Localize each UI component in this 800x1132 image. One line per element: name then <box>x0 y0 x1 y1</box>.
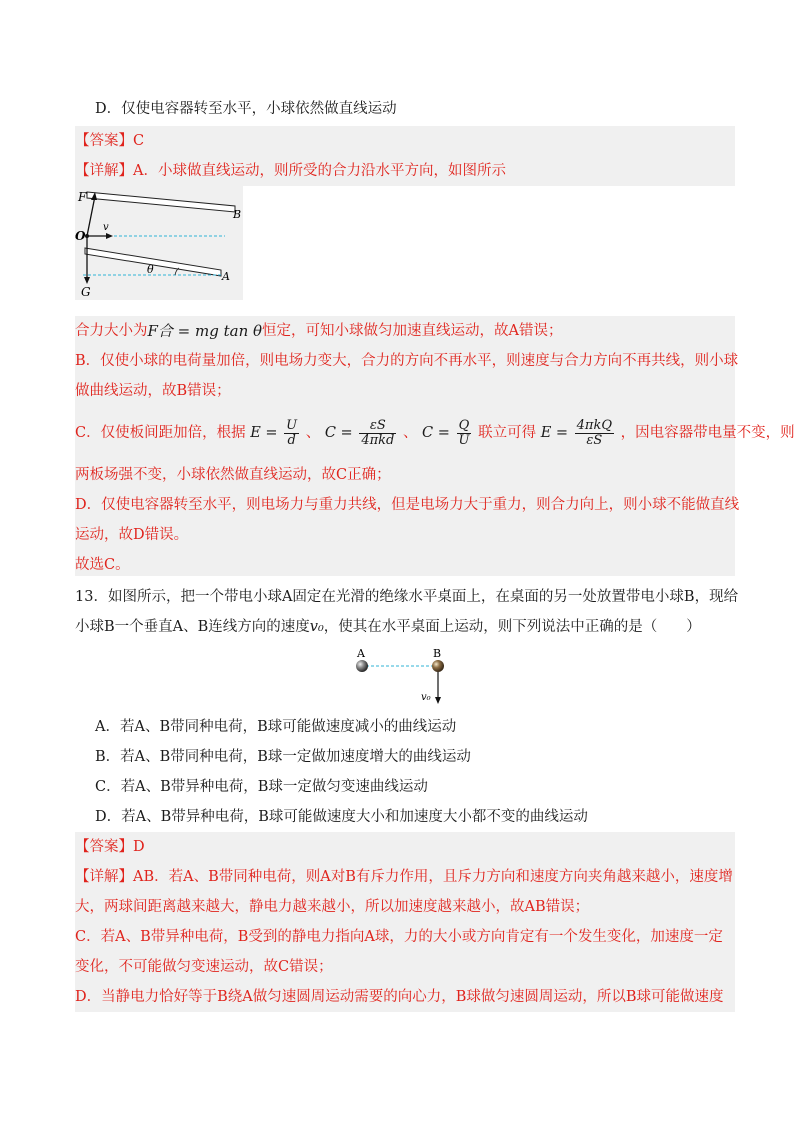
formula-e-result: E = <box>540 425 569 441</box>
frac-q-u: $\frac{Q}{U}$ <box>458 417 470 448</box>
q12-detail-d1: D．仅使电容器转至水平，则电场力与重力共线，但是电场力大于重力，则合力向上，则小球不能做直线 <box>75 497 740 513</box>
label-theta: θ <box>147 263 154 276</box>
q12-answer: 【答案】C <box>75 133 145 149</box>
q12-detail-a: 【详解】A．小球做直线运动，则所受的合力沿水平方向，如图所示 <box>75 163 506 179</box>
label-a: A <box>222 270 230 283</box>
label-v0: v₀ <box>421 692 431 703</box>
q13-answer: 【答案】D <box>75 839 145 855</box>
label-g: G <box>81 285 91 299</box>
formula-c-qu: C = <box>422 425 450 441</box>
q13-detail-c2: 变化，不可能做匀变速运动，故C错误； <box>75 959 333 975</box>
frac-es-4pikd: $\frac{\varepsilon S}{\text{4πkd}}$ <box>361 417 395 448</box>
formula-e-ud: E = <box>250 425 278 441</box>
q13-option-c: C．若A、B带异种电荷，B球一定做匀变速曲线运动 <box>95 779 428 795</box>
frac-u-d: $\frac{U}{d}$ <box>286 417 298 448</box>
capacitor-diagram <box>75 186 243 300</box>
label-v: v <box>103 222 109 233</box>
q12-detail-d2: 运动，故D错误。 <box>75 527 189 543</box>
q12-detail-b1: B．仅使小球的电荷量加倍，则电场力变大，合力的方向不再水平，则速度与合力方向不再共线，则小球 <box>75 353 739 369</box>
q13-detail-d1: D．当静电力恰好等于B绕A做匀速圆周运动需要的向心力，B球做匀速圆周运动，所以B球可能做速度 <box>75 989 724 1005</box>
label-ball-b: B <box>433 647 442 660</box>
label-b: B <box>233 208 242 221</box>
label-o: O <box>75 229 86 243</box>
formula-c: C = <box>324 425 353 441</box>
label-f: F <box>78 190 87 204</box>
q12-detail-c-line: C．仅使板间距加倍，根据 E = $\frac{U}{d}$ 、 C = $\frac{\varepsilon S}{\text{4πkd}}$ 、 C = $\frac{Q}{U}$ 联立可得 E = $\frac{\text{4πkQ}}{\varepsilon S}$ ，因电容器带电量不变，则 <box>75 416 735 450</box>
q13-detail-ab1: 【详解】AB．若A、B带同种电荷，则A对B有斥力作用，且斥力方向和速度方向夹角越来越小，速度增 <box>75 869 733 885</box>
q13-stem-2: 小球B一个垂直A、B连线方向的速度v₀，使其在水平桌面上运动，则下列说法中正确的是（ ） <box>75 619 701 635</box>
label-ball-a: A <box>357 647 365 660</box>
q13-stem-1: 13．如图所示，把一个带电小球A固定在光滑的绝缘水平桌面上，在桌面的另一处放置带电小球B，现给 <box>75 589 739 605</box>
q13-detail-c1: C．若A、B带异种电荷，B受到的静电力指向A球，力的大小或方向肯定有一个发生变化，加速度一定 <box>75 929 723 945</box>
frac-4pikq-es: $\frac{\text{4πkQ}}{\varepsilon S}$ <box>576 417 613 448</box>
force-formula: F合 = mg tan θ <box>147 322 263 340</box>
q12-conclusion: 故选C。 <box>75 557 130 573</box>
q12-option-d: D．仅使电容器转至水平，小球依然做直线运动 <box>95 101 397 117</box>
q13-option-d: D．若A、B带异种电荷，B球可能做速度大小和加速度大小都不变的曲线运动 <box>95 809 588 825</box>
charges-diagram <box>350 646 450 708</box>
ball-a <box>356 660 368 672</box>
q13-option-b: B．若A、B带同种电荷，B球一定做加速度增大的曲线运动 <box>95 749 471 765</box>
q12-detail-c2: 两板场强不变，小球依然做直线运动，故C正确； <box>75 467 391 483</box>
q13-detail-ab2: 大，两球间距离越来越大，静电力越来越小，所以加速度越来越小，故AB错误； <box>75 899 590 915</box>
q12-force-line: 合力大小为F合 = mg tan θ恒定，可知小球做匀加速直线运动，故A错误； <box>75 316 735 346</box>
q12-detail-b2: 做曲线运动，故B错误； <box>75 383 231 399</box>
capacitor-figure <box>75 186 243 300</box>
ball-b <box>432 660 444 672</box>
q13-option-a: A．若A、B带同种电荷，B球可能做速度减小的曲线运动 <box>95 719 457 735</box>
